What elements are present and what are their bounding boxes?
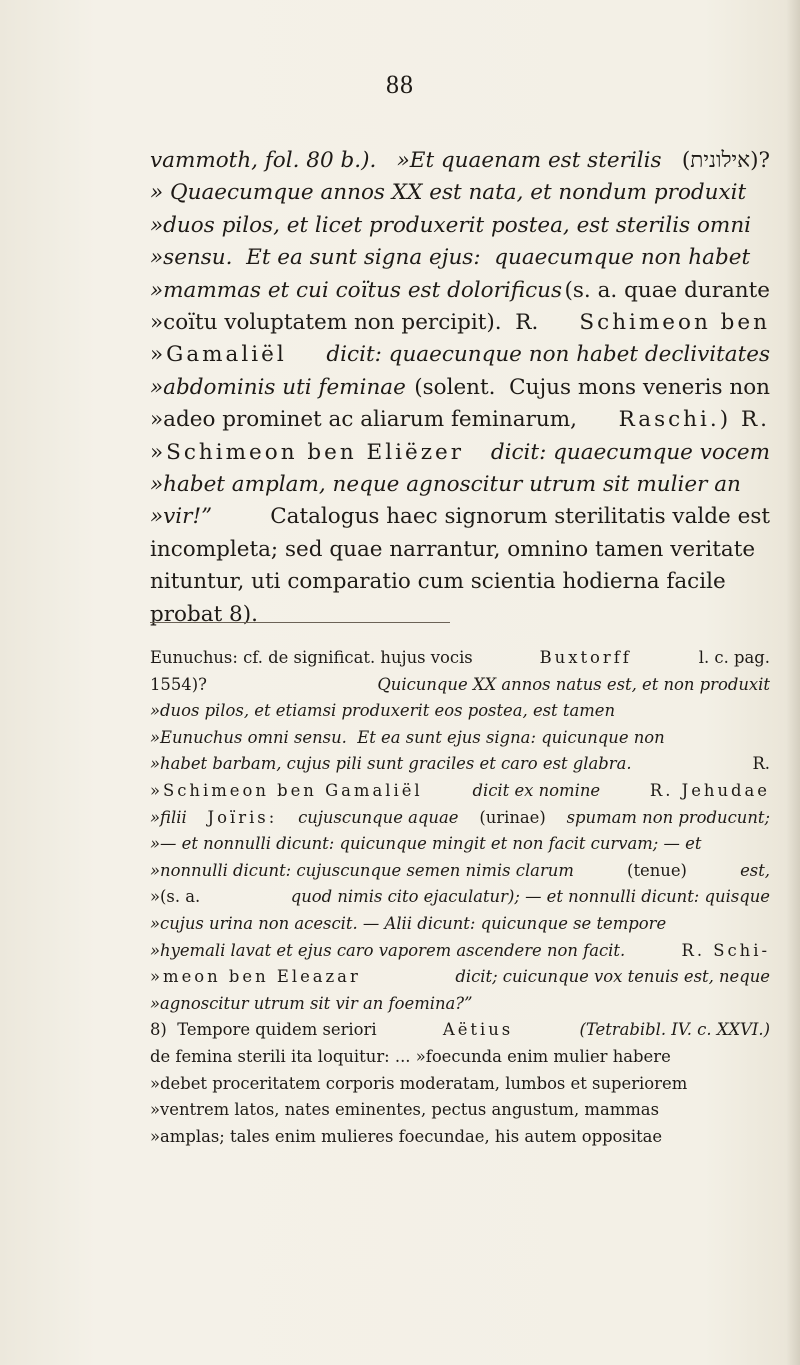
text-segment: Eunuchus: cf. de significat. hujus vocis xyxy=(150,648,473,667)
text-segment: (urinae) xyxy=(479,807,546,827)
text-segment: » Quaecumque annos XX est nata, et nondum produxit xyxy=(150,180,747,206)
text-segment: »habet amplam, neque agnoscitur utrum sit mulier an xyxy=(150,472,741,498)
footnote-line xyxy=(150,778,770,805)
text-segment: »hyemali lavat et ejus caro vaporem ascendere non facit. xyxy=(150,940,626,960)
footnote-line xyxy=(150,964,770,991)
main-text-line xyxy=(150,469,770,501)
main-text-line xyxy=(150,437,770,469)
main-text-line xyxy=(150,242,770,274)
text-segment: dicit: quaecunque non habet declivitates xyxy=(326,342,770,368)
text-segment: dicit; cuicunque vox tenuis est, neque xyxy=(455,967,770,987)
text-segment: »Schimeon ben Eliëzer xyxy=(150,439,465,465)
text-segment: »sensu. Et ea sunt signa ejus: quaecumque non habet xyxy=(150,245,751,271)
text-segment: »amplas; tales enim mulieres foecundae, his autem oppositae xyxy=(150,1126,663,1146)
text-segment: »vir!” xyxy=(150,504,213,530)
main-text-line xyxy=(150,599,770,631)
footnote-separator xyxy=(150,622,450,623)
page-number: 88 xyxy=(386,70,414,99)
main-text-block xyxy=(150,145,770,631)
text-segment: R. Jehudae xyxy=(649,780,770,800)
text-segment: dicit: quaecumque vocem xyxy=(490,439,770,465)
text-segment: »coïtu voluptatem non percipit). R. xyxy=(150,310,539,336)
footnote-line xyxy=(150,858,770,885)
text-segment: »duos pilos, et etiamsi produxerit eos postea, est tamen xyxy=(150,701,616,721)
main-text-line xyxy=(150,372,770,404)
text-segment: spumam non producunt; xyxy=(566,807,770,827)
text-segment: »Et quaenam est sterilis xyxy=(396,148,662,173)
text-segment: dicit ex nomine xyxy=(472,780,601,800)
text-segment: Schimeon ben xyxy=(579,310,770,336)
text-segment: probat 8). xyxy=(150,601,258,627)
text-segment: (solent. Cujus mons veneris non xyxy=(414,374,770,400)
footnote-line xyxy=(150,751,770,778)
text-segment: est, xyxy=(740,860,770,880)
main-text-line xyxy=(150,339,770,371)
footnote-line xyxy=(150,1071,770,1098)
text-segment: »agnoscitur utrum sit vir an foemina?” xyxy=(150,993,473,1013)
footnote-line xyxy=(150,991,770,1018)
footnote-line xyxy=(150,698,770,725)
text-segment: »abdominis uti feminae xyxy=(150,374,406,400)
text-segment: »Eunuchus omni sensu. Et ea sunt ejus signa: quicunque non xyxy=(150,727,665,747)
text-segment: incompleta; sed quae narrantur, omnino tamen veritate xyxy=(150,536,756,562)
footnote-line xyxy=(150,1124,770,1151)
text-segment: (s. a. quae durante xyxy=(564,277,770,303)
text-segment: (tenue) xyxy=(627,860,687,880)
main-text-line xyxy=(150,307,770,339)
footnote-line xyxy=(150,1017,770,1044)
footnote-line xyxy=(150,831,770,858)
text-segment: »adeo prominet ac aliarum feminarum, xyxy=(150,407,577,433)
footnote-line xyxy=(150,1097,770,1124)
text-segment: »meon ben Eleazar xyxy=(150,967,361,987)
text-segment: cujuscunque aquae xyxy=(298,807,459,827)
text-segment: R. xyxy=(752,754,770,774)
footnote-line xyxy=(150,805,770,832)
text-segment: Joïris: xyxy=(207,807,278,827)
text-segment: Raschi.) R. xyxy=(618,407,770,433)
footnote-line xyxy=(150,911,770,938)
text-segment: Catalogus haec signorum sterilitatis valde est xyxy=(270,504,770,530)
footnote-line xyxy=(150,725,770,752)
text-segment: »(s. a. xyxy=(150,887,201,907)
main-text-line xyxy=(150,534,770,566)
text-segment: »duos pilos, et licet produxerit postea, est sterilis omni xyxy=(150,212,752,238)
footnote-line xyxy=(150,884,770,911)
text-segment: (Tetrabibl. IV. c. XXVI.) xyxy=(579,1020,770,1040)
text-segment: 1554)? xyxy=(150,674,207,694)
text-segment: Quicunque XX annos natus est, et non produxit xyxy=(377,674,770,694)
text-segment: »ventrem latos, nates eminentes, pectus angustum, mammas xyxy=(150,1100,659,1120)
main-text-line xyxy=(150,145,770,177)
text-segment: »nonnulli dicunt: cujuscunque semen nimis clarum xyxy=(150,860,574,880)
text-segment: »— et nonnulli dicunt: quicunque mingit et non facit curvam; — et xyxy=(150,834,702,854)
text-segment: »mammas et cui coïtus est dolorificus xyxy=(150,277,563,303)
text-segment: »filii xyxy=(150,807,187,827)
page-edge-shadow xyxy=(786,0,800,1365)
text-segment: Buxtorff xyxy=(539,648,632,667)
text-segment: R. Schi- xyxy=(681,940,770,960)
text-segment: nituntur, uti comparatio cum scientia hodierna facile xyxy=(150,569,726,595)
footnote-line xyxy=(150,938,770,965)
text-segment: quod nimis cito ejaculatur); — et nonnulli dicunt: quisque xyxy=(290,887,770,907)
main-text-line xyxy=(150,404,770,436)
main-text-line xyxy=(150,210,770,242)
main-text-line xyxy=(150,501,770,533)
text-segment: l. c. pag. xyxy=(698,648,770,667)
text-segment: 8) Tempore quidem seriori xyxy=(150,1020,377,1040)
footnote-line xyxy=(150,1044,770,1071)
text-segment: »Gamaliël xyxy=(150,342,287,368)
text-segment: »cujus urina non acescit. — Alii dicunt: quicunque se tempore xyxy=(150,913,667,933)
text-segment: (אילונית)? xyxy=(681,148,770,173)
main-text-line xyxy=(150,566,770,598)
text-segment: Aëtius xyxy=(442,1020,514,1040)
text-segment: »debet proceritatem corporis moderatam, lumbos et superiorem xyxy=(150,1073,688,1093)
main-text-line xyxy=(150,275,770,307)
text-segment: »Schimeon ben Gamaliël xyxy=(150,780,423,800)
text-segment: vammoth, fol. 80 b.). xyxy=(150,148,377,173)
main-text-line xyxy=(150,177,770,209)
footnote-line xyxy=(150,645,770,672)
text-segment: de femina sterili ita loquitur: ... »foecunda enim mulier habere xyxy=(150,1046,671,1066)
footnotes-block xyxy=(150,645,770,1150)
footnote-line xyxy=(150,672,770,699)
text-segment: »habet barbam, cujus pili sunt graciles et caro est glabra. xyxy=(150,754,632,774)
